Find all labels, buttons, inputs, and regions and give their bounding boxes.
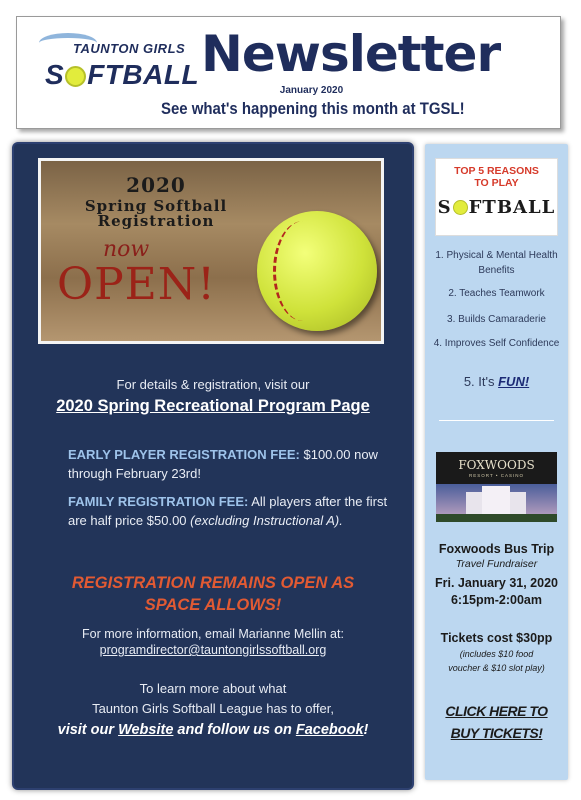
early-fee-text: $100.00 now through February 23rd! xyxy=(68,447,378,481)
reason-item: 4. Improves Self Confidence xyxy=(433,338,560,349)
reasons-title-line-1: TOP 5 REASONS xyxy=(454,165,539,177)
visit-links xyxy=(14,722,412,738)
trip-datetime xyxy=(425,575,568,609)
banner-open: OPEN! xyxy=(57,259,216,310)
details-text: For details & registration, visit our xyxy=(116,377,310,392)
softball-icon xyxy=(453,200,468,215)
facebook-link[interactable]: Facebook xyxy=(295,722,364,738)
trip-time: 6:15pm-2:00am xyxy=(450,593,542,607)
family-fee-text: All players after the first are half price $50.00 xyxy=(68,494,388,528)
banner-line-1: Spring Softball xyxy=(84,197,228,215)
page-title: Newsletter xyxy=(201,25,501,83)
logo-letter-s: S xyxy=(45,59,65,90)
program-page-link[interactable]: 2020 Spring Recreational Program Page xyxy=(56,397,370,415)
open-notice-line-1: REGISTRATION REMAINS OPEN AS xyxy=(71,574,355,592)
foxwoods-logo-sub: RESORT • CASINO xyxy=(469,473,524,478)
foxwoods-image[interactable] xyxy=(436,452,557,522)
reason-item: 2. Teaches Teamwork xyxy=(448,288,545,299)
registration-banner-image[interactable] xyxy=(38,158,384,344)
learn-more-text xyxy=(14,679,412,719)
softball-icon xyxy=(65,66,86,87)
cta-line-1: CLICK HERE TO xyxy=(445,703,548,719)
learn-line-1: To learn more about what xyxy=(139,681,287,696)
early-fee xyxy=(68,445,388,483)
foxwoods-trees xyxy=(436,514,557,522)
banner-line-2: Registration xyxy=(97,212,215,230)
contact-text: For more information, email Marianne Mellin at: xyxy=(82,627,344,641)
ticket-note xyxy=(425,647,568,675)
reason-5-pre: 5. It's xyxy=(463,374,499,389)
banner-now: now xyxy=(103,237,150,262)
reason-item: 1. Physical & Mental Health Benefits xyxy=(435,250,558,276)
early-fee-label: EARLY PLAYER REGISTRATION FEE: xyxy=(68,447,300,462)
ticket-note-line-2: voucher & $10 slot play) xyxy=(448,663,545,673)
trip-subtitle: Travel Fundraiser xyxy=(455,558,538,570)
sidebar xyxy=(425,144,568,780)
contact-info xyxy=(14,626,412,658)
visit-mid: and follow us on xyxy=(173,722,296,738)
ticket-note-line-1: (includes $10 food xyxy=(459,649,534,659)
logo-letters-ftball: FTBALL xyxy=(87,59,200,90)
website-link[interactable]: Website xyxy=(118,722,174,738)
family-fee-note: (excluding Instructional A). xyxy=(190,513,343,528)
ticket-price: Tickets cost $30pp xyxy=(440,631,553,645)
trip-date: Fri. January 31, 2020 xyxy=(435,576,558,590)
foxwoods-logo: FOXWOODS xyxy=(458,458,535,472)
email-link[interactable]: programdirector@tauntongirlssoftball.org xyxy=(99,643,327,657)
reasons-title xyxy=(436,165,557,189)
family-fee xyxy=(68,492,388,530)
newsletter-header xyxy=(16,16,561,129)
visit-pre: visit our xyxy=(57,722,119,738)
issue-month: January 2020 xyxy=(279,85,344,96)
family-fee-label: FAMILY REGISTRATION FEE: xyxy=(68,494,249,509)
logo-top-text: TAUNTON GIRLS xyxy=(73,41,186,56)
visit-end: ! xyxy=(363,722,369,738)
open-notice xyxy=(14,572,412,616)
learn-line-2: Taunton Girls Softball League has to offer, xyxy=(92,701,334,716)
banner-year: 2020 xyxy=(126,173,186,197)
softball-wordmark xyxy=(436,197,557,218)
open-notice-line-2: SPACE ALLOWS! xyxy=(144,596,282,614)
main-panel xyxy=(14,144,412,788)
divider xyxy=(439,420,554,421)
reasons-title-line-2: TO PLAY xyxy=(474,177,519,189)
reason-item: 3. Builds Camaraderie xyxy=(447,314,546,325)
reason-item-5 xyxy=(425,374,568,389)
cta-line-2: BUY TICKETS! xyxy=(450,725,543,741)
softball-seam xyxy=(273,221,333,321)
banner-heading xyxy=(41,199,271,229)
reason-5-fun: FUN! xyxy=(498,374,530,389)
reasons-graphic xyxy=(435,158,558,236)
wordmark-s: S xyxy=(437,197,452,218)
buy-tickets-link[interactable] xyxy=(425,700,568,744)
tagline: See what's happening this month at TGSL! xyxy=(160,99,465,118)
wordmark-ftball: FTBALL xyxy=(468,197,556,218)
trip-title: Foxwoods Bus Trip xyxy=(438,542,555,556)
